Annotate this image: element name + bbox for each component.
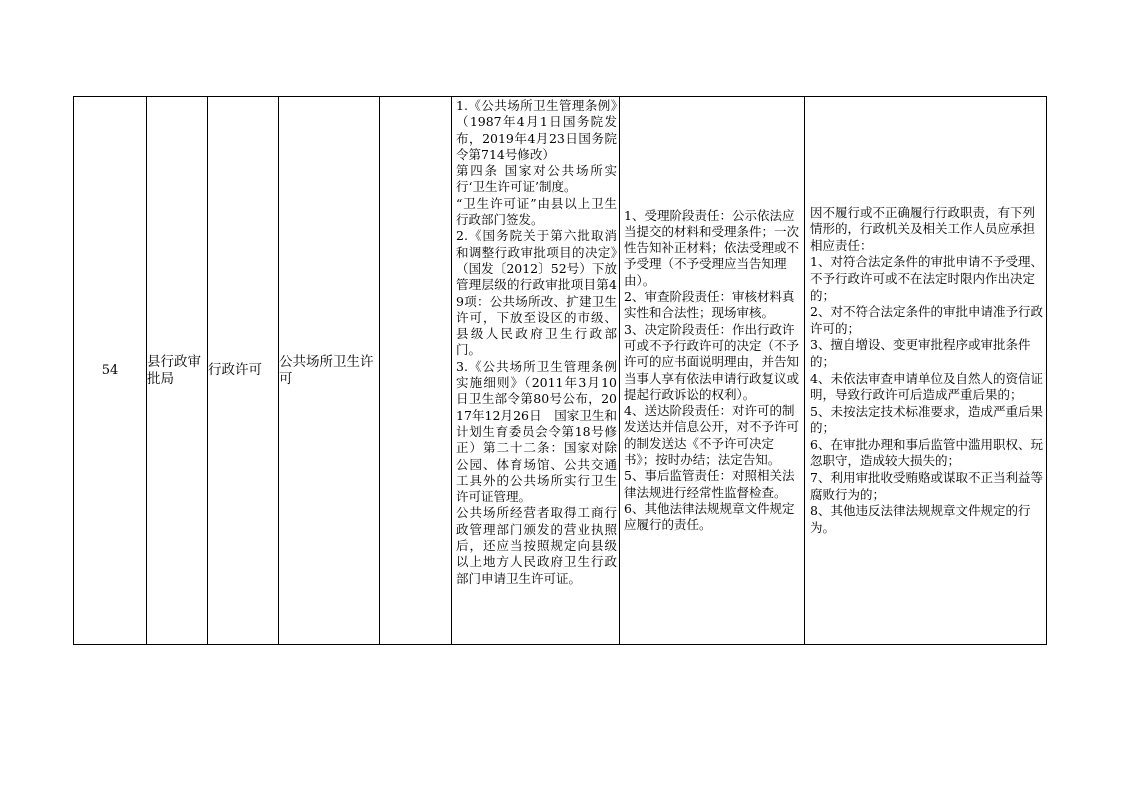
item-name: 公共场所卫生许可 <box>279 353 374 387</box>
power-category: 行政许可 <box>208 362 262 378</box>
basis-paragraph: 2.《国务院关于第六批取消和调整行政审批项目的决定》（国发〔2012〕52号）下放管理层级的行政审批项目第49项：公共场所改、扩建卫生许可，下放至设区的市级、县级人民政府卫生行政部门。 <box>456 228 617 358</box>
row-number: 54 <box>101 363 119 378</box>
duty-item: 4、送达阶段责任：对许可的制发送达并信息公开，对不予许可的制发送达《不予许可决定书》；按时办结；法定告知。 <box>624 403 800 467</box>
category-cell <box>208 97 279 645</box>
accountability-item: 8、其他违反法律法规规章文件规定的行为。 <box>810 503 1031 535</box>
basis-paragraph: 公共场所经营者取得工商行政管理部门颁发的营业执照后，还应当按照规定向县级以上地方人民政府卫生行政部门申请卫生许可证。 <box>456 505 617 586</box>
basis-paragraph: 第四条 国家对公共场所实行‘卫生许可证’制度。 <box>456 163 617 195</box>
legal-basis-cell <box>452 97 620 645</box>
duty-item: 3、决定阶段责任：作出行政许可或不予行政许可的决定（不予许可的应书面说明理由，并告知当事人享有依法申请行政复议或提起行政诉讼的权利）。 <box>624 321 800 402</box>
accountability-item: 2、对不符合法定条件的审批申请准予行政许可的； <box>810 304 1043 336</box>
duty-item: 5、事后监管责任：对照相关法律法规进行经常性监督检查。 <box>624 468 795 500</box>
legal-basis <box>452 97 619 587</box>
sub-item-cell <box>380 97 452 645</box>
power-list-table <box>73 96 1047 645</box>
accountability-item: 3、擅自增设、变更审批程序或审批条件的； <box>810 337 1031 369</box>
responsibility-duties <box>620 97 804 644</box>
accountability-item: 5、未按法定技术标准要求，造成严重后果的； <box>810 403 1043 436</box>
table-row <box>74 97 1047 645</box>
accountability-situations <box>805 97 1046 644</box>
duties-cell <box>620 97 805 645</box>
accountability-item: 因不履行或不正确履行行政职责，有下列情形的，行政机关及相关工作人员应承担相应责任： <box>810 204 1036 253</box>
department: 县行政审批局 <box>147 353 201 387</box>
basis-paragraph: 1.《公共场所卫生管理条例》（1987年4月1日国务院发布，2019年4月23日国务院令第714号修改） <box>456 98 617 162</box>
basis-paragraph: “卫生许可证”由县以上卫生行政部门签发。 <box>456 195 617 228</box>
accountability-item: 4、未依法审查申请单位及自然人的资信证明，导致行政许可后造成严重后果的； <box>810 370 1043 403</box>
department-cell <box>147 97 208 645</box>
accountability-cell <box>805 97 1047 645</box>
accountability-item: 6、在审批办理和事后监管中滥用职权、玩忽职守，造成较大损失的； <box>810 436 1043 469</box>
duty-item: 1、受理阶段责任：公示依法应当提交的材料和受理条件；一次性告知补正材料；依法受理或不予受理（不予受理应当告知理由）。 <box>624 207 800 288</box>
accountability-item: 1、对符合法定条件的审批申请不予受理、不予行政许可或不在法定时限内作出决定的； <box>810 254 1043 303</box>
item-name-cell <box>279 97 380 645</box>
duty-item: 6、其他法律法规规章文件规定应履行的责任。 <box>624 500 795 533</box>
basis-paragraph: 3.《公共场所卫生管理条例实施细则》（2011年3月10日卫生部令第80号公布，2017年12月26日 国家卫生和计划生育委员会令第18号修正）第二十二条：国家对除公园、体育场馆、公共交通工具外的公共场所实行卫生许可证管理。 <box>456 358 617 505</box>
row-number-cell <box>74 97 147 645</box>
duty-item: 2、审查阶段责任：审核材料真实性和合法性；现场审核。 <box>624 289 795 321</box>
accountability-item: 7、利用审批收受贿赂或谋取不正当利益等腐败行为的； <box>810 470 1043 502</box>
